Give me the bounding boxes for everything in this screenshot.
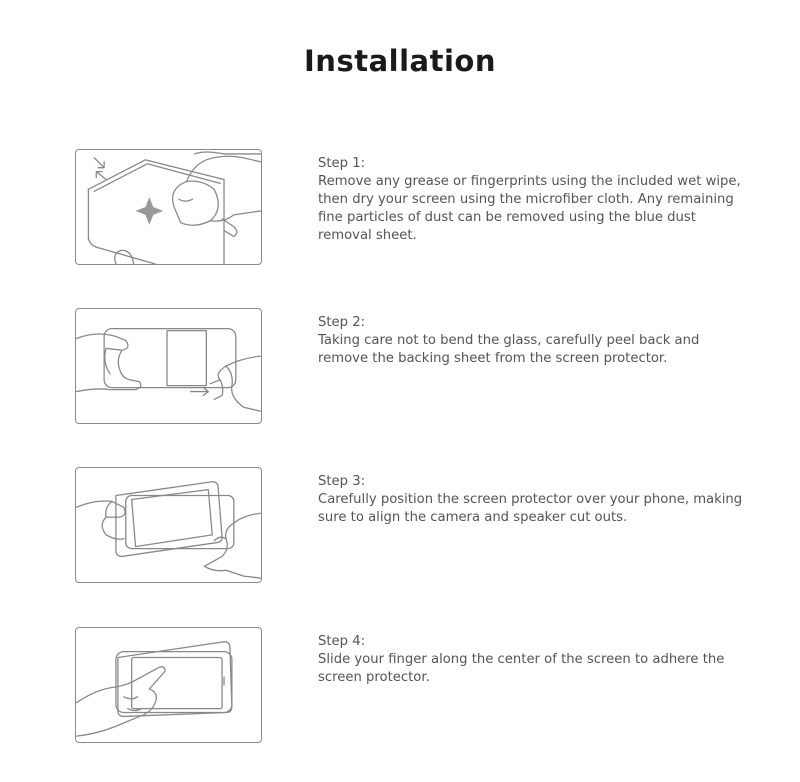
peel-backing-illustration <box>75 308 262 424</box>
adhere-protector-illustration <box>75 627 262 743</box>
step-2-label: Step 2: <box>318 315 366 330</box>
page-title: Installation <box>304 44 496 78</box>
step-1-description: Remove any grease or fingerprints using the included wet wipe, then dry your screen using the microfiber cloth. Any remaining fine particles of dust can be removed using the blue dust removal sheet. <box>318 174 741 243</box>
step-3-label: Step 3: <box>318 474 366 489</box>
step-2-description: Taking care not to bend the glass, carefully peel back and remove the backing sheet from the screen protector. <box>318 333 700 366</box>
step-3-description: Carefully position the screen protector over your phone, making sure to align the camera and speaker cut outs. <box>318 492 743 525</box>
step-4-description: Slide your finger along the center of the screen to adhere the screen protector. <box>318 652 725 685</box>
step-1-label: Step 1: <box>318 156 366 171</box>
step-3 <box>75 467 743 585</box>
step-1 <box>75 149 741 267</box>
step-4-label: Step 4: <box>318 634 366 649</box>
position-protector-illustration <box>75 467 262 583</box>
step-4 <box>75 627 735 745</box>
wipe-screen-illustration <box>75 149 262 265</box>
step-2 <box>75 308 735 426</box>
